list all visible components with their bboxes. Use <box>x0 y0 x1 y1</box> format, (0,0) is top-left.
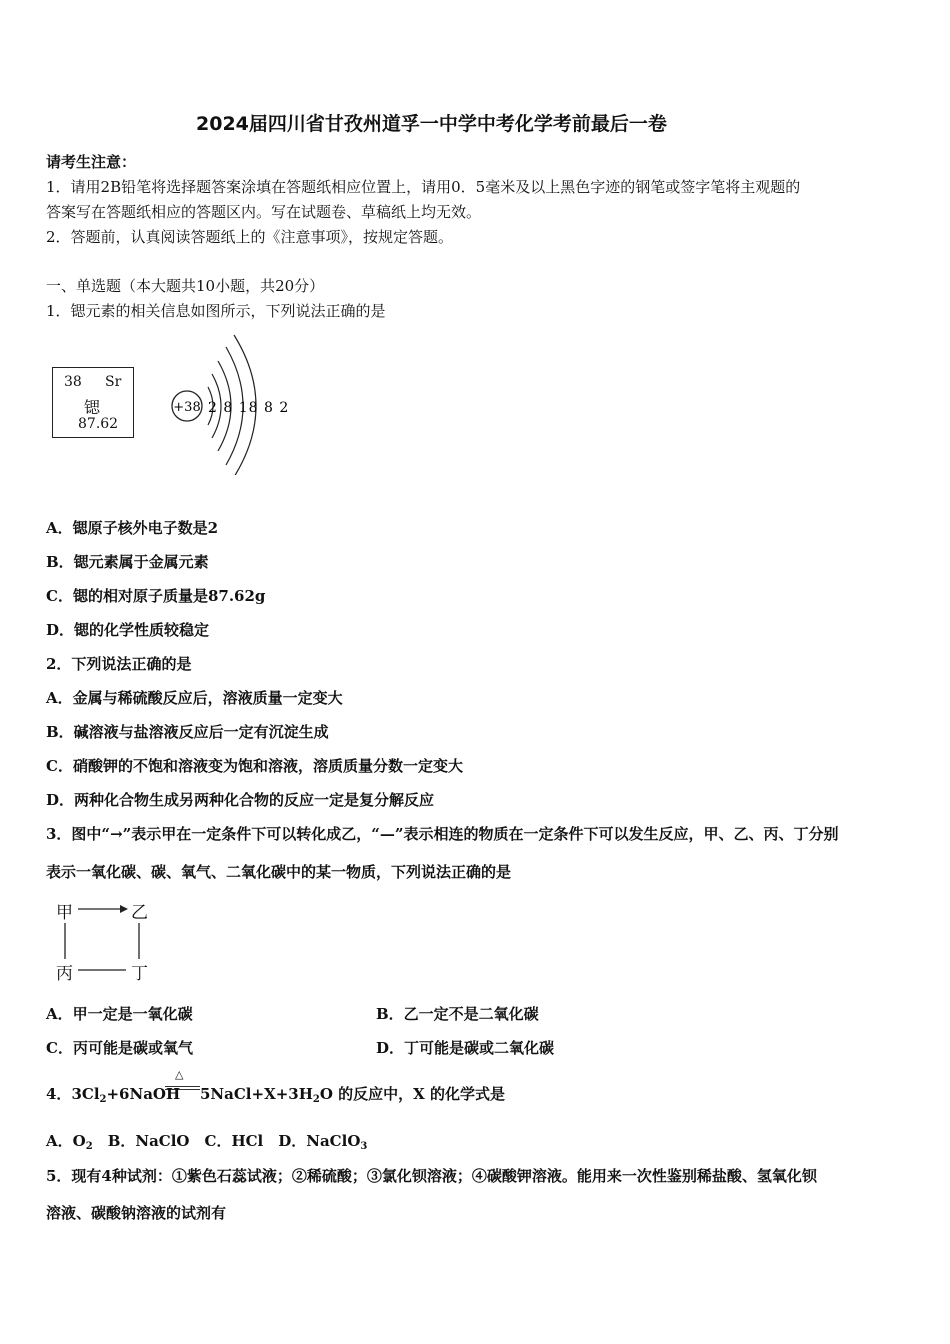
element-symbol: Sr <box>105 374 122 390</box>
notice-line: 2．答题前，认真阅读答题纸上的《注意事项》，按规定答题。 <box>46 228 454 246</box>
question-stem: 溶液、碳酸钠溶液的试剂有 <box>46 1204 227 1222</box>
question-stem-rhs: $5NaCl+X+3H_2O$ 的反应中，X 的化学式是 <box>200 1085 506 1105</box>
option: C．丙可能是碳或氧气 <box>46 1039 193 1057</box>
question-stem: 表示一氧化碳、碳、氧气、二氧化碳中的某一物质，下列说法正确的是 <box>46 863 512 881</box>
option: A．锶原子核外电子数是2 <box>46 519 219 537</box>
notice-line: 1．请用2B铅笔将选择题答案涂填在答题纸相应位置上，请用0．5毫米及以上黑色字迹的钢笔或签字笔将主观题的 <box>46 178 801 196</box>
atomic-number: 38 <box>64 374 82 390</box>
question-stem: 1．锶元素的相关信息如图所示，下列说法正确的是 <box>46 302 386 320</box>
label-yi: 乙 <box>131 903 148 923</box>
question-stem: 2．下列说法正确的是 <box>46 655 192 673</box>
electron-counts: 2 8 18 8 2 <box>208 400 290 416</box>
label-jia: 甲 <box>56 903 73 923</box>
atomic-mass: 87.62 <box>78 416 119 432</box>
option: A．甲一定是一氧化碳 <box>46 1005 193 1023</box>
diagram-lines <box>48 893 158 988</box>
element-card <box>52 367 134 438</box>
nucleus-charge: +38 <box>173 400 201 415</box>
option: D．丁可能是碳或二氧化碳 <box>376 1039 555 1057</box>
page-title: 2024届四川省甘孜州道孚一中学中考化学考前最后一卷 <box>196 113 667 135</box>
option: C．硝酸钾的不饱和溶液变为饱和溶液，溶质质量分数一定变大 <box>46 757 463 775</box>
question-stem: 3．图中“→”表示甲在一定条件下可以转化成乙，“—”表示相连的物质在一定条件下可以发生反应，甲、乙、丙、丁分别 <box>46 825 839 843</box>
atom-structure-diagram <box>160 325 290 475</box>
label-bing: 丙 <box>56 964 73 984</box>
arrow-head <box>120 905 128 913</box>
option: B．碱溶液与盐溶液反应后一定有沉淀生成 <box>46 723 329 741</box>
section-heading: 一、单选题（本大题共10小题，共20分） <box>46 277 325 295</box>
reaction-condition: △ <box>175 1068 184 1081</box>
option: C．锶的相对原子质量是87.62g <box>46 587 266 605</box>
notice-heading: 请考生注意： <box>46 153 137 171</box>
options-row: A．$O_2$ B．NaClO C．HCl D．NaClO$_3$ <box>46 1132 368 1152</box>
option: D．两种化合物生成另两种化合物的反应一定是复分解反应 <box>46 791 435 809</box>
question-stem: 5．现有4种试剂：①紫色石蕊试液；②稀硫酸；③氯化钡溶液；④碳酸钾溶液。能用来一次性鉴别稀盐酸、氢氧化钡 <box>46 1167 817 1185</box>
option: B．锶元素属于金属元素 <box>46 553 209 571</box>
option: A．金属与稀硫酸反应后，溶液质量一定变大 <box>46 689 343 707</box>
option: B．乙一定不是二氧化碳 <box>376 1005 539 1023</box>
label-ding: 丁 <box>131 964 148 984</box>
question-stem: 4．$3Cl_2+6NaOH$ <box>46 1085 181 1105</box>
element-name: 锶 <box>84 398 101 417</box>
option: D．锶的化学性质较稳定 <box>46 621 210 639</box>
notice-line: 答案写在答题纸相应的答题区内。写在试题卷、草稿纸上均无效。 <box>46 203 482 221</box>
